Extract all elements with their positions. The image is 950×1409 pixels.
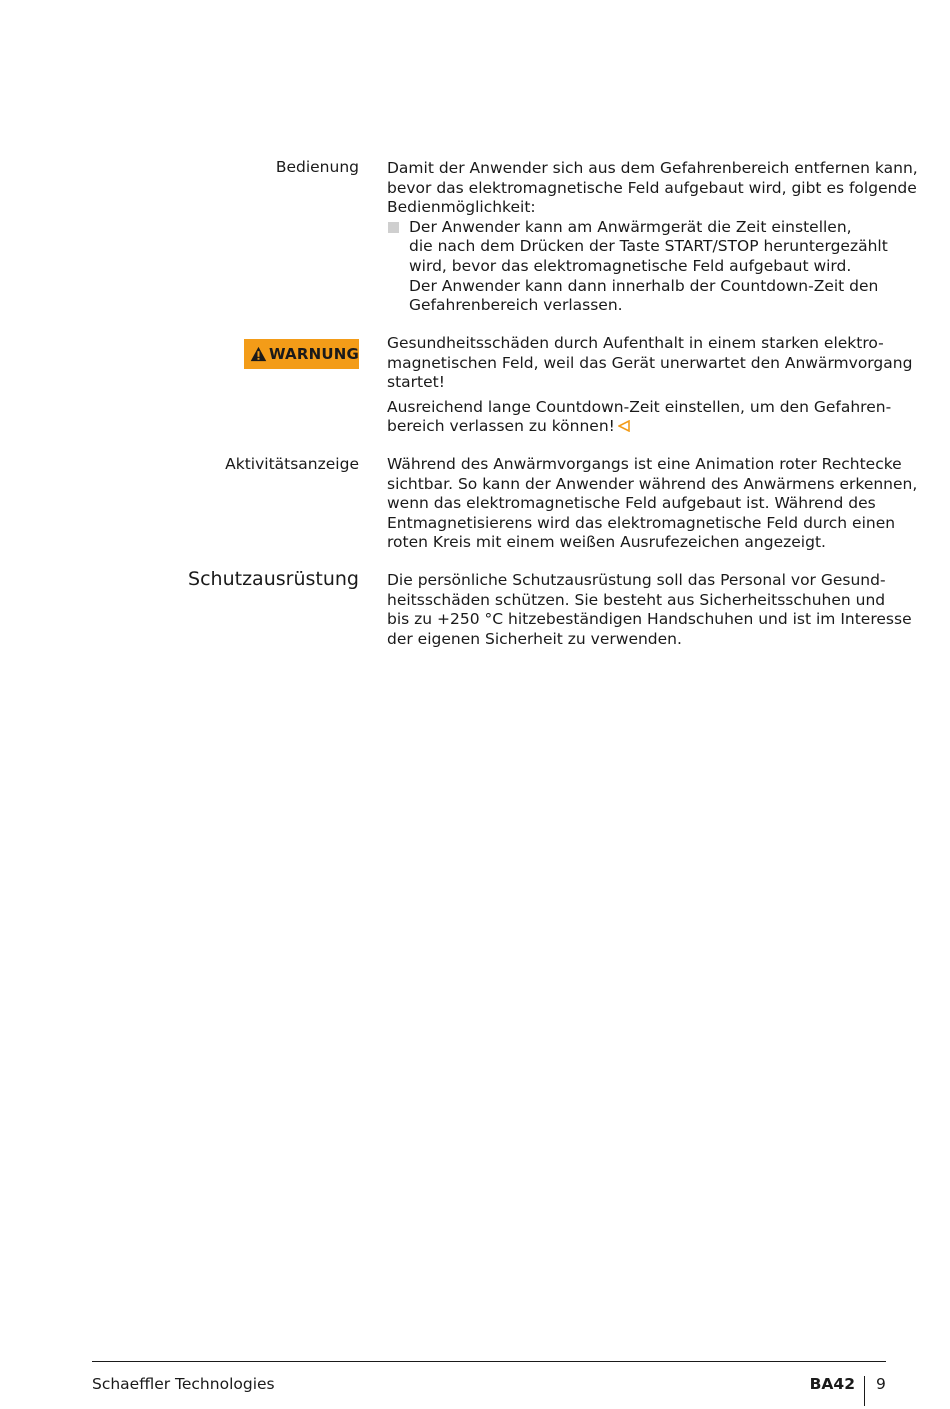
warning-badge	[244, 339, 359, 369]
text-line: sichtbar. So kann der Anwender während des Anwärmens erkennen,	[387, 474, 918, 493]
text-line: Während des Anwärmvorgangs ist eine Animation roter Rechtecke	[387, 455, 902, 473]
text-line: Ausreichend lange Countdown-Zeit einstellen, um den Gefahren-	[387, 397, 892, 416]
text-line: Gesundheitsschäden durch Aufenthalt in einem starken elektro-	[387, 334, 884, 352]
text-line: roten Kreis mit einem weißen Ausrufezeichen angezeigt.	[387, 533, 826, 552]
footer-document-code: BA42	[809, 1375, 855, 1393]
text-line: bereich verlassen zu können!	[387, 417, 615, 436]
section-heading-aktivitaetsanzeige: Aktivitätsanzeige	[225, 455, 359, 473]
bedienung-body	[387, 159, 918, 316]
warnung-body	[387, 334, 913, 437]
text-line: Damit der Anwender sich aus dem Gefahrenbereich entfernen kann,	[387, 159, 918, 177]
bullet-item	[387, 218, 887, 316]
bedienung-intro	[387, 159, 918, 218]
footer-divider	[92, 1361, 886, 1362]
text-line: wird, bevor das elektromagnetische Feld aufgebaut wird.	[409, 256, 852, 275]
warning-triangle-icon	[250, 343, 267, 365]
text-line: die nach dem Drücken der Taste START/STOP heruntergezählt	[409, 237, 888, 256]
text-line: heitsschäden schützen. Sie besteht aus Sicherheitsschuhen und	[387, 590, 886, 609]
warning-action	[387, 397, 892, 437]
text-line: Bedienmöglichkeit:	[387, 198, 536, 217]
text-line: bis zu +250 °C hitzebeständigen Handschuhen und ist im Interesse	[387, 610, 912, 629]
text-line: magnetischen Feld, weil das Gerät unerwartet den Anwärmvorgang	[387, 353, 913, 372]
warning-label: WARNUNG	[268, 345, 359, 363]
text-line: Die persönliche Schutzausrüstung soll das Personal vor Gesund-	[387, 571, 886, 589]
footer-separator	[864, 1376, 865, 1406]
aktivitaetsanzeige-body	[387, 455, 918, 553]
text-line: Gefahrenbereich verlassen.	[409, 296, 623, 315]
text-line: wenn das elektromagnetische Feld aufgebaut ist. Während des	[387, 494, 876, 513]
text-line: startet!	[387, 373, 445, 392]
end-of-warning-icon	[618, 420, 630, 432]
warning-hazard	[387, 334, 913, 393]
text-line: Entmagnetisierens wird das elektromagnetische Feld durch einen	[387, 513, 896, 532]
text-line: Der Anwender kann am Anwärmgerät die Zeit einstellen,	[409, 217, 852, 236]
text-line: Der Anwender kann dann innerhalb der Countdown-Zeit den	[409, 276, 879, 295]
text-line-last	[387, 417, 887, 437]
footer-company: Schaeffler Technologies	[92, 1375, 275, 1393]
page-number: 9	[876, 1375, 886, 1393]
section-heading-bedienung: Bedienung	[275, 158, 359, 176]
schutzausruestung-body	[387, 571, 912, 649]
square-bullet-icon	[388, 222, 399, 233]
text-line: bevor das elektromagnetische Feld aufgebaut wird, gibt es folgende	[387, 178, 917, 197]
section-heading-schutzausruestung: Schutzausrüstung	[188, 568, 359, 590]
text-line: der eigenen Sicherheit zu verwenden.	[387, 629, 682, 648]
